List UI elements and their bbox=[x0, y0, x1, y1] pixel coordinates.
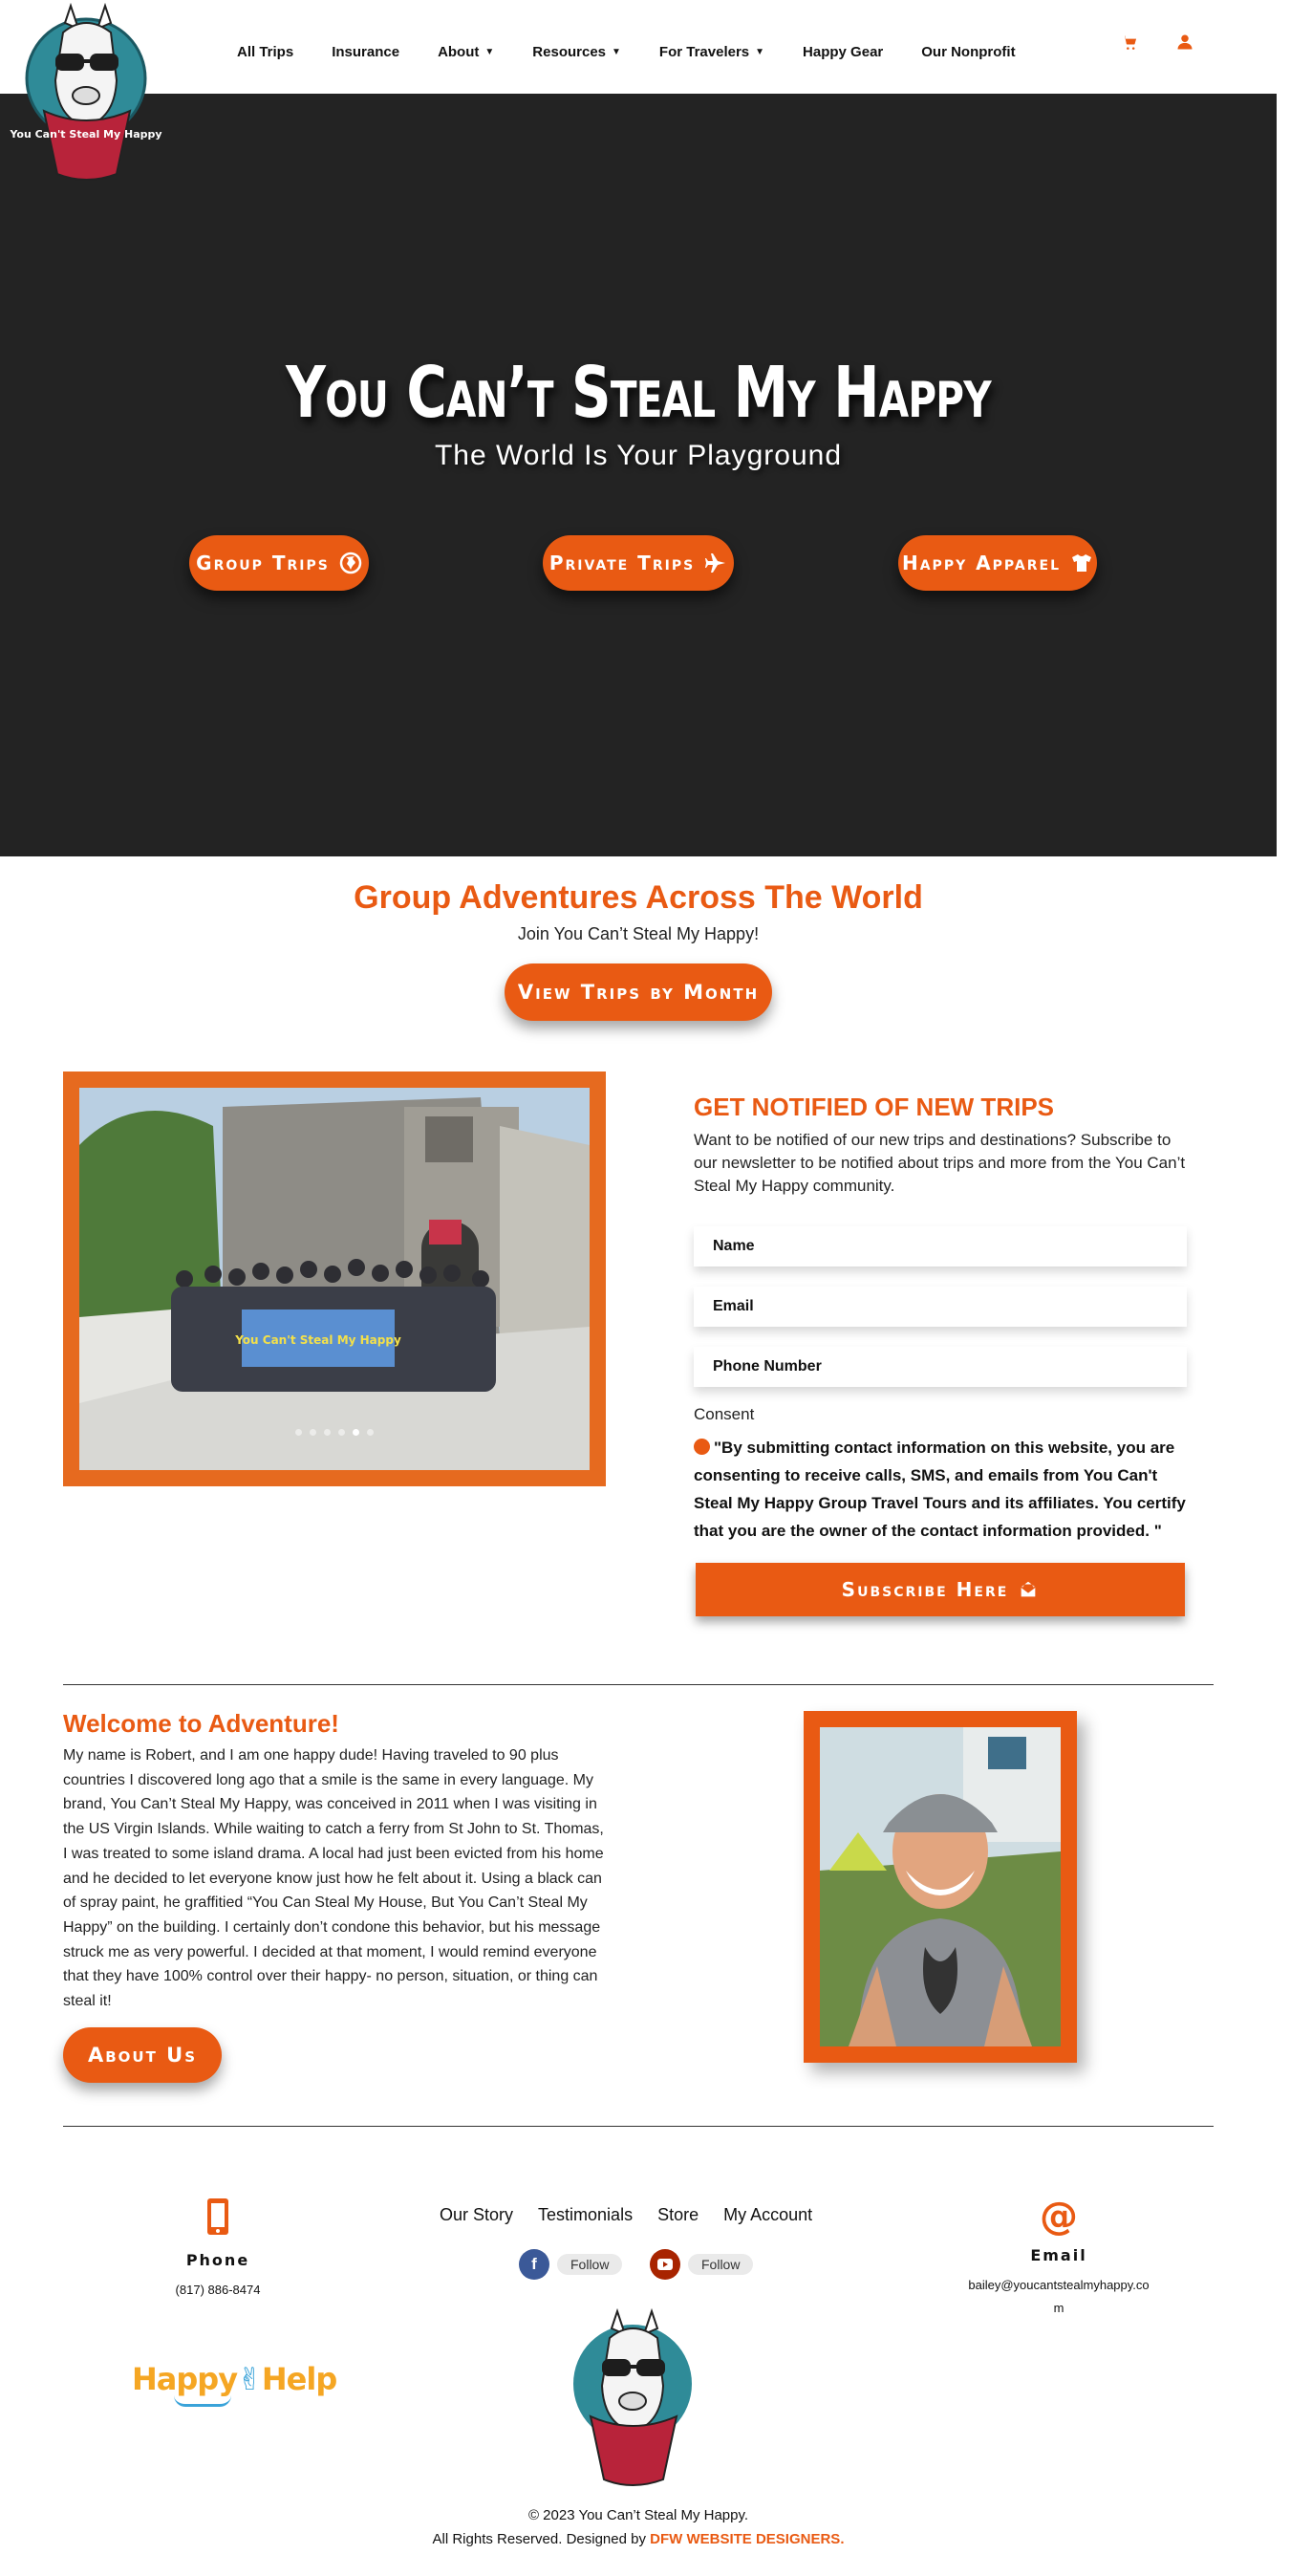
envelope-icon bbox=[1018, 1579, 1039, 1600]
main-nav bbox=[237, 34, 1016, 69]
shirt-icon bbox=[1070, 552, 1093, 574]
private-trips-button[interactable] bbox=[543, 535, 734, 591]
happy-help-text: Help bbox=[261, 2361, 337, 2397]
happy-apparel-button[interactable] bbox=[898, 535, 1097, 591]
consent-text: "By submitting contact information on this website, you are consenting to receive calls, SMS, and emails from You Can't Steal My Happy Group Travel Tours and its affiliates. You certify that you are the owner of the contact information provided. " bbox=[694, 1439, 1186, 1540]
view-trips-by-month-button[interactable]: View Trips by Month bbox=[505, 963, 772, 1021]
nav-label: For Travelers bbox=[658, 43, 750, 60]
group-adventures-title: Group Adventures Across The World bbox=[354, 879, 923, 916]
divider bbox=[63, 1684, 1214, 1685]
button-label: Subscribe Here bbox=[841, 1578, 1009, 1601]
designer-link[interactable]: DFW WEBSITE DESIGNERS. bbox=[650, 2531, 845, 2547]
footer-logo[interactable] bbox=[570, 2309, 699, 2487]
at-icon: @ bbox=[1040, 2195, 1078, 2239]
site-logo[interactable] bbox=[10, 4, 162, 182]
group-photo[interactable] bbox=[79, 1088, 590, 1470]
slider-dot[interactable] bbox=[338, 1429, 345, 1436]
hero-subtitle: The World Is Your Playground bbox=[434, 440, 842, 471]
footer-link-our-story[interactable]: Our Story bbox=[440, 2205, 514, 2224]
cart-icon[interactable] bbox=[1120, 32, 1139, 52]
consent-radio[interactable] bbox=[694, 1439, 710, 1455]
nav-label: About bbox=[438, 43, 480, 60]
globe-icon bbox=[339, 552, 362, 574]
hero-title: You Can’t Steal My Happy bbox=[286, 352, 991, 434]
phone-icon bbox=[105, 2197, 331, 2241]
email-label: Email bbox=[1030, 2246, 1087, 2264]
happy-help-logo[interactable] bbox=[132, 2361, 336, 2397]
group-trips-button[interactable] bbox=[189, 535, 369, 591]
happy-help-text: Happy bbox=[132, 2361, 238, 2397]
slider-dot-active[interactable] bbox=[353, 1429, 359, 1436]
email-input[interactable] bbox=[694, 1287, 1187, 1327]
footer-link-my-account[interactable]: My Account bbox=[723, 2205, 813, 2224]
nav-about[interactable] bbox=[438, 44, 494, 60]
follow-label: Follow bbox=[688, 2254, 753, 2275]
user-icon[interactable] bbox=[1175, 32, 1194, 52]
divider bbox=[63, 2126, 1214, 2127]
subscribe-button[interactable] bbox=[696, 1563, 1185, 1616]
nav-our-nonprofit[interactable] bbox=[921, 44, 1015, 60]
logo-text: You Can't Steal My Happy bbox=[10, 128, 162, 141]
footer-phone bbox=[105, 2197, 331, 2302]
footer-link-store[interactable]: Store bbox=[657, 2205, 699, 2224]
chevron-down-icon: ▼ bbox=[484, 46, 495, 57]
plane-icon bbox=[704, 552, 727, 574]
peace-hand-icon: ✌ bbox=[237, 2361, 262, 2397]
copyright: © 2023 You Can’t Steal My Happy. bbox=[527, 2507, 749, 2523]
welcome-text: My name is Robert, and I am one happy dude! Having traveled to 90 plus countries I discovered long ago that a smile is the same in every language. My brand, You Can’t Steal My Happy, was conceived in 2011 when I was visiting in the US Virgin Islands. While waiting to catch a ferry from St John to St. Thomas, I was treated to some island drama. A local had just been evicted from his home and he decided to let everyone know just how he felt about it. Using a black can of spray paint, he graffitied “You Can Steal My House, But You Can’t Steal My Happy” on the building. I certainly don’t condone this behavior, but his message struck me as very powerful. I decided at that moment, I would remind everyone that they have 100% control over their happy- no person, situation, or thing can steal it! bbox=[63, 1747, 604, 2010]
follow-label: Follow bbox=[557, 2254, 622, 2275]
consent-row bbox=[694, 1434, 1191, 1545]
rights-line bbox=[0, 2531, 1277, 2547]
welcome-title: Welcome to Adventure! bbox=[63, 1709, 339, 1738]
button-label: Group Trips bbox=[196, 552, 330, 574]
nav-insurance[interactable] bbox=[332, 44, 399, 60]
smile-icon bbox=[174, 2395, 231, 2407]
button-label: Happy Apparel bbox=[901, 552, 1061, 574]
consent-label: Consent bbox=[694, 1405, 755, 1423]
photo-slider bbox=[63, 1072, 606, 1486]
phone-label: Phone bbox=[185, 2251, 250, 2269]
nav-label: Resources bbox=[532, 43, 607, 60]
youtube-follow[interactable] bbox=[650, 2249, 753, 2280]
email-address[interactable]: bailey@youcantstealmyhappy.com bbox=[968, 2278, 1150, 2315]
footer-email bbox=[956, 2197, 1162, 2320]
robert-photo-frame bbox=[804, 1711, 1077, 2063]
nav-happy-gear[interactable] bbox=[803, 44, 883, 60]
facebook-follow[interactable] bbox=[519, 2249, 622, 2280]
nav-label: Insurance bbox=[332, 43, 400, 60]
nav-all-trips[interactable] bbox=[237, 44, 293, 60]
group-photo-illustration bbox=[79, 1088, 590, 1470]
nav-for-travelers[interactable] bbox=[659, 44, 764, 60]
phone-input[interactable] bbox=[694, 1347, 1187, 1387]
youtube-icon bbox=[650, 2249, 680, 2280]
footer-link-testimonials[interactable]: Testimonials bbox=[538, 2205, 634, 2224]
group-adventures-subtitle: Join You Can’t Steal My Happy! bbox=[517, 924, 760, 943]
about-us-button[interactable]: About Us bbox=[63, 2027, 222, 2083]
robert-photo-illustration bbox=[820, 1727, 1061, 2046]
header-icons bbox=[1120, 32, 1194, 52]
rights-text: All Rights Reserved. Designed by bbox=[432, 2531, 646, 2547]
slider-dot[interactable] bbox=[324, 1429, 331, 1436]
newsletter-text: Want to be notified of our new trips and destinations? Subscribe to our newsletter to be notified about trips and more from the You Can’t Steal My Happy community. bbox=[694, 1131, 1186, 1195]
slider-dot[interactable] bbox=[295, 1429, 302, 1436]
phone-number[interactable]: (817) 886-8474 bbox=[175, 2283, 261, 2297]
hero-section bbox=[0, 94, 1277, 856]
slider-dot[interactable] bbox=[367, 1429, 374, 1436]
banner-text: You Can't Steal My Happy bbox=[235, 1333, 401, 1347]
chevron-down-icon: ▼ bbox=[612, 46, 621, 57]
nav-label: Happy Gear bbox=[803, 43, 884, 60]
name-input[interactable] bbox=[694, 1226, 1187, 1266]
button-label: Private Trips bbox=[548, 552, 696, 574]
slider-dots bbox=[79, 1429, 590, 1436]
slider-dot[interactable] bbox=[310, 1429, 316, 1436]
facebook-icon: f bbox=[519, 2249, 549, 2280]
nav-label: All Trips bbox=[237, 43, 294, 60]
site-header bbox=[0, 0, 1290, 94]
nav-label: Our Nonprofit bbox=[921, 43, 1016, 60]
nav-resources[interactable] bbox=[532, 44, 621, 60]
robert-photo bbox=[820, 1727, 1061, 2046]
newsletter-title: GET NOTIFIED OF NEW TRIPS bbox=[694, 1093, 1054, 1121]
footer-links bbox=[440, 2205, 812, 2225]
chevron-down-icon: ▼ bbox=[755, 46, 765, 57]
